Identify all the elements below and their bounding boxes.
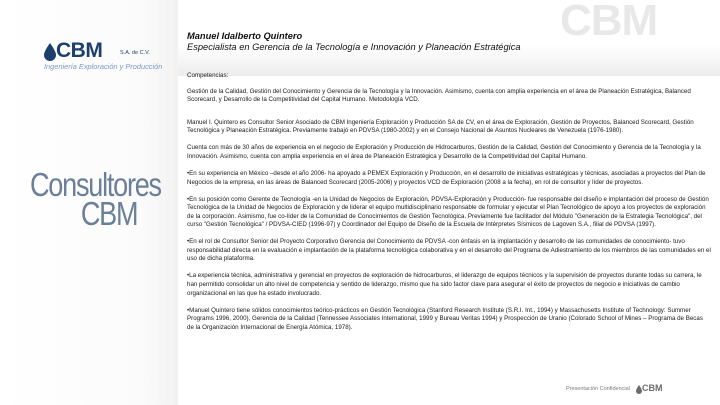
bullet-experiencia-tecnica: •La experiencia técnica, administrativa y gerencial en proyectos de exploración de hidrocarburos, el liderazgo de equipos técnicos y la supervisión de proyectos durante todas su carrera, le han permitido consolidar un alto nivel de competencia y sentido de liderazgo, mismo que ha sido factor clave para asegurar el éxito de proyectos de negocio e iniciativas de cambio organizacional en las que ha estado involucrado. xyxy=(187,272,702,297)
logo-wordmark: CBM xyxy=(56,39,103,62)
bullet-gerente-tecnologia: •En su posición como Gerente de Tecnología -en la Unidad de Negocios de Exploración, PDVSA-Exploración y Producción- fue responsable del diseño e implantación del proceso de Gestión Tecnológica de la Unidad de Negocios de Exploración y de liderar el equipo multidisciplinario responsable de formular y ejecutar el Plan Tecnológico de apoyo a los proyectos de exploración de la corporación. Asimismo, fue co-líder de la Comunidad de Conocimientos de Gestión Tecnológica. Previamente fue facilitador del Módulo "Generación de la Estrategia Tecnológica", del curso "Gestión Tecnológica" / PDVSA-CIED (1996-97) y Coordinador del Equipo de Diseño de la Escuela de Intérpretes Sísmicos de Lagoven S.A., filial de PDVSA (1997). xyxy=(187,195,709,229)
watermark: CBM xyxy=(560,0,658,45)
drop-icon xyxy=(44,43,56,61)
profile-content xyxy=(187,72,711,341)
logo-tagline: Ingeniería Exploración y Producción xyxy=(44,62,163,71)
brand-line-cbm: CBM xyxy=(80,195,138,232)
bullet-mexico: •En su experiencia en México –desde el año 2006- ha apoyado a PEMEX Exploración y Producción, en el desarrollo de iniciativas estratégicas y técnicas, asociadas a proyectos del Plan de Negocios de la empresa, en las áreas de Balanced Scorecard (2005-2006) y proyectos VCD de Exploración (2008 a la fecha), en rol de consultor y líder de proyectos. xyxy=(187,169,706,186)
footer-label: Presentación Confidencial xyxy=(566,386,630,392)
cbm-logo xyxy=(44,41,174,71)
competencias-text: Gestión de la Calidad, Gestión del Conocimiento y Gerencia de la Tecnología y la Innovación. Asimismo, cuenta con amplia experiencia en el área de Planeación Estratégica, Balanced Scorecard, y Desarrollo de la Competitividad del Capital Humano. Metodología VCD. xyxy=(187,87,691,104)
competencias-title: Competencias: xyxy=(187,72,229,79)
bullet-conocimientos: •Manuel Quintero tiene sólidos conocimientos teórico-prácticos en Gestión Tecnológica (Stanford Research Institute (S.R.I. Int., 1994) y Massachusetts Institute of Technology: Summer Programs 1996, 2000), Gerencia de la Calidad (Tennessee Associates International, 1999 y Bureau Veritas 1994) y Prospección de Uranio (Colorado School of Mines – Programa de Becas de la Organización Internacional de Energía Atómica, 1978). xyxy=(187,306,703,331)
footer-brand: CBM xyxy=(642,383,663,393)
brand-line-consultores: Consultores xyxy=(30,166,161,203)
paragraph-consultor: Manuel I. Quintero es Consultor Senior Asociado de CBM Ingeniería Exploración y Producción SA de CV, en el área de Exploración, Gestión de Proyectos, Balanced Scorecard, Gestión Tecnológica y Planeación Estratégica. Previamente trabajó en PDVSA (1980-2002) y en el Consejo Nacional de Asuntos Nucleares de Venezuela (1976-1980). xyxy=(187,118,694,135)
paragraph-experiencia: Cuenta con más de 30 años de experiencia en el negocio de Exploración y Producción de Hidrocarburos, Gestión de la Calidad, Gestión del Conocimiento y Gerencia de la Tecnología y la Innovación. Asimismo, cuenta con amplia experiencia en el área de Planeación Estratégica y Desarrollo de la Competitividad del Capital Humano. xyxy=(187,144,701,160)
consultores-cbm-brand xyxy=(30,166,161,232)
bullet-consultor-senior: •En el rol de Consultor Senior del Proyecto Corporativo Gerencia del Conocimiento de PDVSA -con énfasis en la implantación y desarrollo de las comunidades de conocimiento- tuvo responsabilidad directa en la evaluación e implantación de la plataforma tecnológica colaborativa y en el desarrollo del Programa de Adiestramiento de los miembros de las comunidades en el uso de dicha plataforma. xyxy=(187,238,711,263)
logo-suffix: S.A. de C.V. xyxy=(120,50,150,56)
footer xyxy=(566,383,716,397)
person-role: Especialista en Gerencia de la Tecnología e Innovación y Planeación Estratégica xyxy=(187,42,521,52)
person-name: Manuel Idalberto Quintero xyxy=(187,31,303,41)
